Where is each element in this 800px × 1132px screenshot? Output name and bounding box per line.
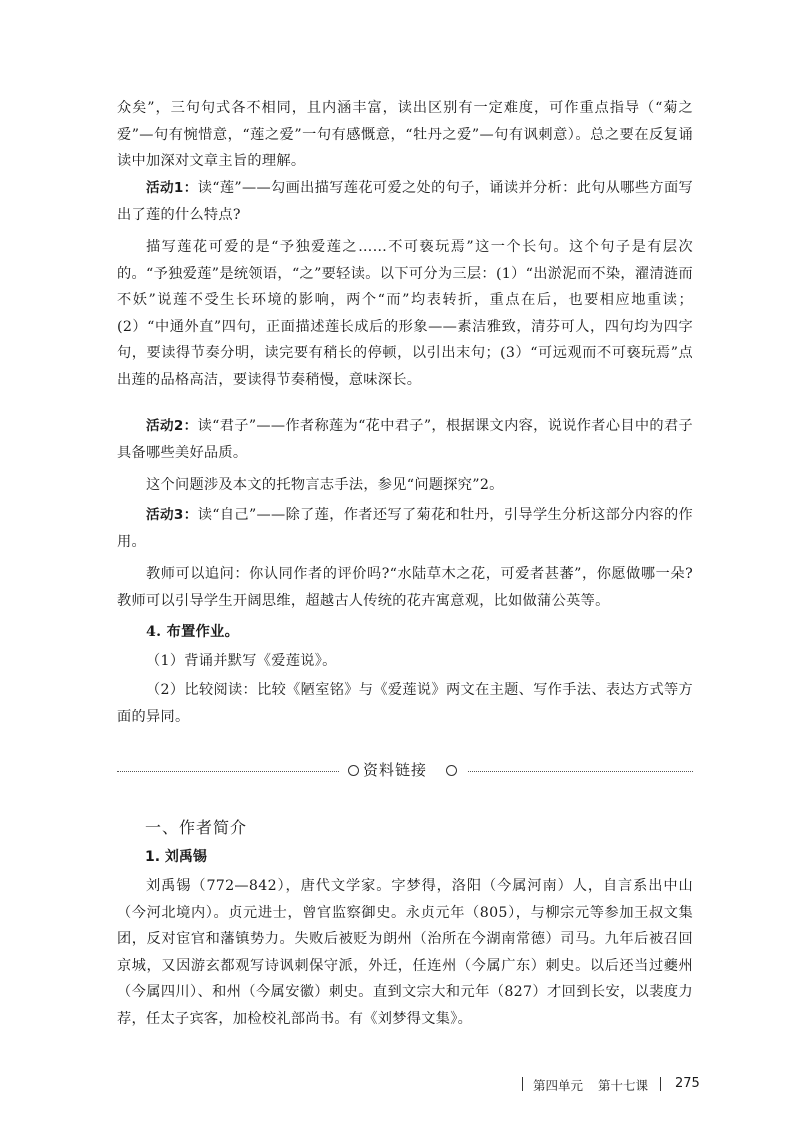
activity-3	[117, 502, 693, 555]
paragraph-intro: 众矣”，三句句式各不相同，且内涵丰富，读出区别有一定难度，可作重点指导（“菊之爱”—句有惋惜意，“莲之爱”一句有感慨意，“牡丹之爱”—句有讽刺意）。总之要在反复诵读中加深对文章主旨的理解。	[117, 100, 693, 170]
paragraph-lotus-analysis: 描写莲花可爱的是“予独爱莲之……不可亵玩焉”这一个长句。这个句子是有层次的。“予独爱莲”是统领语，“之”要轻读。以下可分为三层：(1）“出淤泥而不染，濯清涟而不妖”说莲不受生长环境的影响，两个“而”均表转折，重点在后，也要相应地重读；(2）“中通外直”四句，正面描述莲长成后的形象——素洁雅致，清芬可人，四句均为四字句，要读得节奏分明，读完要有稍长的停顿，以引出末句；(3）“可远观而不可亵玩焉”点出莲的品格高洁，要读得节奏稍慢，意味深长。	[117, 239, 693, 388]
activity-1-text: 读“莲”——勾画出描写莲花可爱之处的句子，诵读并分析：此句从哪些方面写出了莲的什么特点?	[117, 180, 693, 223]
footer-separator-left	[522, 1077, 523, 1091]
paragraph-question-note: 这个问题涉及本文的托物言志手法，参见“问题探究”2。	[146, 477, 504, 493]
divider-circle-left-icon	[348, 765, 359, 776]
activity-2	[117, 413, 693, 466]
activity-1-label: 活动1：	[146, 180, 198, 196]
footer-unit: 第四单元	[533, 1078, 584, 1093]
resource-link-title: 资料链接	[363, 761, 428, 779]
homework-title: 4. 布置作业。	[146, 624, 240, 640]
author-bio: 刘禹锡（772—842），唐代文学家。字梦得，洛阳（今属河南）人，自言系出中山（今河北境内）。贞元进士，曾官监察御史。永贞元年（805），与柳宗元等参加王叔文集团，反对宦官和藩镇势力。失败后被贬为朗州（治所在今湖南常德）司马。九年后被召回京城，又因游玄都观写诗讽刺保守派，外迁，任连州（今属广东）刺史。以后还当过夔州（今属四川）、和州（今属安徽）刺史。直到文宗大和元年（827）才回到长安，以裴度力荐，任太子宾客，加检校礼部尚书。有《刘梦得文集》。	[117, 878, 693, 1027]
divider-line-right	[468, 771, 693, 772]
activity-3-text: 读“自己”——除了莲，作者还写了菊花和牡丹，引导学生分析这部分内容的作用。	[117, 507, 693, 550]
divider-line-left	[117, 771, 339, 772]
footer-lesson: 第十七课	[598, 1078, 649, 1093]
activity-3-label: 活动3：	[146, 507, 198, 523]
footer-separator-right	[660, 1077, 661, 1091]
paragraph-teacher-followup: 教师可以追问：你认同作者的评价吗?“水陆草木之花，可爱者甚蕃”，你愿做哪一朵?教师可以引导学生开阔思维，超越古人传统的花卉寓意观，比如做蒲公英等。	[117, 566, 693, 609]
section-heading: 一、作者简介	[145, 818, 248, 837]
homework-item-2: （2）比较阅读：比较《陋室铭》与《爱莲说》两文在主题、写作手法、表达方式等方面的异同。	[117, 682, 693, 725]
activity-2-label: 活动2：	[146, 418, 198, 434]
homework-item-1: （1）背诵并默写《爱莲说》。	[146, 653, 337, 669]
page-number: 275	[675, 1076, 700, 1091]
activity-1	[117, 175, 693, 228]
resource-divider	[117, 757, 693, 787]
divider-circle-right-icon	[446, 765, 457, 776]
activity-2-text: 读“君子”——作者称莲为“花中君子”，根据课文内容，说说作者心目中的君子具备哪些美好品质。	[117, 418, 693, 461]
subsection-heading: 1. 刘禹锡	[145, 849, 207, 865]
